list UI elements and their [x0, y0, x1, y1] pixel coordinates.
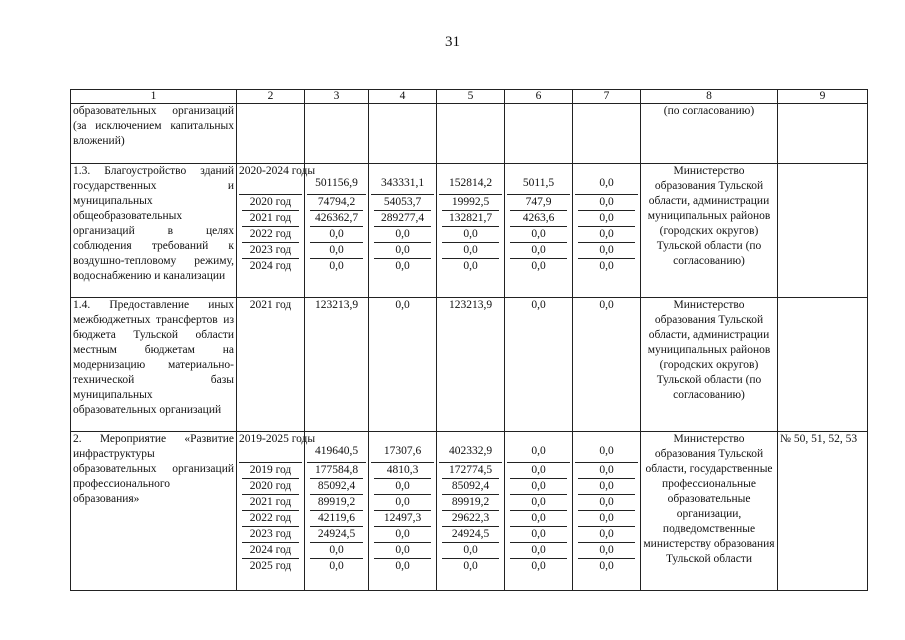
responsible-text: Министерство образования Тульской области, государственные профессиональные образовательные организации, подведомственные министерству образования Тульской области — [643, 433, 775, 565]
regional-cell-value: 0,0 — [442, 227, 499, 243]
other-cell — [573, 432, 641, 591]
header-col-8: 8 — [641, 90, 778, 104]
federal-cell — [369, 104, 437, 164]
regional-cell — [437, 104, 505, 164]
federal-cell-value: 0,0 — [395, 299, 410, 311]
header-col-3: 3 — [305, 90, 369, 104]
federal-cell — [369, 432, 437, 591]
other-cell-value: 0,0 — [599, 560, 614, 572]
page-number: 31 — [445, 34, 460, 50]
row-description — [71, 432, 237, 591]
period-cell — [237, 432, 316, 591]
header-col-7: 7 — [573, 90, 641, 104]
header-col-5: 5 — [437, 90, 505, 104]
regional-cell-value: 24924,5 — [442, 527, 499, 543]
period-cell-value: 2022 год — [242, 511, 299, 527]
responsible-text: Министерство образования Тульской области, администрации муниципальных районов (городских округов) Тульской области (по согласованию) — [647, 299, 771, 401]
other-cell-value: 0,0 — [578, 495, 635, 511]
regional-cell-value: 402332,9 — [439, 432, 502, 463]
regional-cell-value: 19992,5 — [442, 195, 499, 211]
other-cell-value: 0,0 — [575, 432, 638, 463]
total-cell-value: 24924,5 — [310, 527, 363, 543]
local-cell-value: 0,0 — [510, 543, 567, 559]
regional-cell — [437, 164, 505, 298]
responsible-cell — [641, 164, 778, 298]
responsible-cell — [641, 298, 778, 432]
federal-cell-value: 0,0 — [374, 495, 431, 511]
total-cell-value: 0,0 — [329, 560, 344, 572]
regional-cell-value: 0,0 — [463, 560, 478, 572]
period-cell-value: 2024 год — [249, 260, 292, 272]
regional-cell — [437, 298, 505, 432]
other-cell — [573, 164, 641, 298]
table-row — [71, 432, 868, 591]
row-description-text: образовательных организаций (за исключением капитальных вложений) — [73, 105, 234, 147]
other-cell-value: 0,0 — [578, 479, 635, 495]
period-cell — [237, 164, 316, 298]
regional-cell-value: 29622,3 — [442, 511, 499, 527]
local-cell-value: 0,0 — [510, 527, 567, 543]
local-cell-value: 0,0 — [510, 479, 567, 495]
header-col-6: 6 — [505, 90, 573, 104]
local-cell-value: 0,0 — [510, 243, 567, 259]
responsible-text: (по согласованию) — [663, 105, 755, 117]
total-cell-value: 85092,4 — [310, 479, 363, 495]
local-cell-value: 5011,5 — [507, 164, 570, 195]
local-cell-value: 0,0 — [510, 463, 567, 479]
row-description — [71, 164, 237, 298]
total-cell-value: 42119,6 — [310, 511, 363, 527]
period-cell-value: 2020-2024 годы — [239, 164, 302, 195]
regional-cell-value: 172774,5 — [442, 463, 499, 479]
federal-cell-value: 12497,3 — [374, 511, 431, 527]
table-row — [71, 104, 868, 164]
federal-cell-value: 0,0 — [374, 527, 431, 543]
total-cell-value: 177584,8 — [310, 463, 363, 479]
program-table — [70, 89, 868, 591]
total-cell-value: 501156,9 — [307, 164, 366, 195]
local-cell — [505, 298, 573, 432]
row-description — [71, 298, 237, 432]
header-col-2: 2 — [237, 90, 305, 104]
header-col-9: 9 — [778, 90, 868, 104]
regional-cell-value: 123213,9 — [448, 299, 493, 311]
period-cell-value: 2019-2025 годы — [239, 432, 302, 463]
other-cell-value: 0,0 — [578, 511, 635, 527]
period-cell-value: 2021 год — [242, 211, 299, 227]
federal-cell-value: 343331,1 — [371, 164, 434, 195]
indicator-cell — [778, 432, 868, 591]
other-cell-value: 0,0 — [578, 543, 635, 559]
other-cell-value: 0,0 — [578, 527, 635, 543]
federal-cell — [369, 298, 437, 432]
local-cell-value: 747,9 — [510, 195, 567, 211]
other-cell — [573, 298, 641, 432]
total-cell-value: 0,0 — [310, 243, 363, 259]
header-row — [71, 90, 868, 104]
row-description-text: 1.4. Предоставление иных межбюджетных трансфертов из бюджета Тульской области местным бюджетам на модернизацию материально-технической базы муниципальных образовательных организаций — [73, 299, 234, 416]
responsible-cell — [641, 432, 778, 591]
federal-cell-value: 0,0 — [395, 260, 410, 272]
other-cell-value: 0,0 — [578, 195, 635, 211]
local-cell — [505, 432, 573, 591]
local-cell-value: 0,0 — [531, 260, 546, 272]
total-cell-value: 89919,2 — [310, 495, 363, 511]
period-cell-value: 2023 год — [242, 527, 299, 543]
local-cell-value: 0,0 — [510, 511, 567, 527]
row-description-text: 1.3. Благоустройство зданий государственных и муниципальных общеобразовательных организаций в целях соблюдения требований к воздушно-тепловому режиму, водоснабжению и канализации — [73, 165, 234, 282]
regional-cell-value: 132821,7 — [442, 211, 499, 227]
total-cell-value: 0,0 — [310, 227, 363, 243]
local-cell-value: 0,0 — [507, 432, 570, 463]
indicator-cell — [778, 104, 868, 164]
federal-cell-value: 54053,7 — [374, 195, 431, 211]
total-cell — [305, 298, 369, 432]
period-cell — [237, 104, 305, 164]
regional-cell-value: 0,0 — [442, 243, 499, 259]
total-cell-value: 426362,7 — [310, 211, 363, 227]
indicator-text: № 50, 51, 52, 53 — [780, 433, 858, 445]
local-cell-value: 0,0 — [531, 560, 546, 572]
regional-cell — [437, 432, 505, 591]
regional-cell-value: 0,0 — [442, 543, 499, 559]
responsible-text: Министерство образования Тульской области, администрации муниципальных районов (городских округов) Тульской области (по согласованию) — [647, 165, 771, 267]
period-cell-value: 2022 год — [242, 227, 299, 243]
indicator-cell — [778, 164, 868, 298]
indicator-cell — [778, 298, 868, 432]
federal-cell-value: 17307,6 — [371, 432, 434, 463]
period-cell — [237, 298, 305, 432]
period-cell-value: 2020 год — [242, 195, 299, 211]
other-cell-value: 0,0 — [575, 164, 638, 195]
responsible-cell — [641, 104, 778, 164]
total-cell — [305, 164, 369, 298]
total-cell — [305, 104, 369, 164]
table-row — [71, 164, 868, 298]
period-cell-value: 2021 год — [242, 495, 299, 511]
federal-cell-value: 0,0 — [374, 227, 431, 243]
other-cell-value: 0,0 — [578, 227, 635, 243]
other-cell-value: 0,0 — [599, 260, 614, 272]
total-cell-value: 0,0 — [310, 543, 363, 559]
regional-cell-value: 89919,2 — [442, 495, 499, 511]
regional-cell-value: 85092,4 — [442, 479, 499, 495]
local-cell — [505, 164, 573, 298]
other-cell-value: 0,0 — [578, 463, 635, 479]
other-cell — [573, 104, 641, 164]
table-row — [71, 298, 868, 432]
federal-cell-value: 0,0 — [395, 560, 410, 572]
federal-cell-value: 289277,4 — [374, 211, 431, 227]
period-cell-value: 2024 год — [242, 543, 299, 559]
regional-cell-value: 0,0 — [463, 260, 478, 272]
other-cell-value: 0,0 — [578, 211, 635, 227]
regional-cell-value: 152814,2 — [439, 164, 502, 195]
other-cell-value: 0,0 — [578, 243, 635, 259]
row-description-text: 2. Мероприятие «Развитие инфраструктуры образовательных организаций профессионального образования» — [73, 433, 234, 505]
header-col-4: 4 — [369, 90, 437, 104]
row-description — [71, 104, 237, 164]
federal-cell — [369, 164, 437, 298]
total-cell — [305, 432, 369, 591]
total-cell-value: 419640,5 — [307, 432, 366, 463]
table-body — [71, 104, 868, 591]
local-cell-value: 0,0 — [510, 495, 567, 511]
period-cell-value: 2023 год — [242, 243, 299, 259]
local-cell — [505, 104, 573, 164]
period-cell-value: 2019 год — [242, 463, 299, 479]
federal-cell-value: 0,0 — [374, 543, 431, 559]
header-col-1: 1 — [71, 90, 237, 104]
period-cell-value: 2021 год — [249, 299, 292, 311]
local-cell-value: 0,0 — [510, 227, 567, 243]
federal-cell-value: 0,0 — [374, 479, 431, 495]
local-cell-value: 0,0 — [531, 299, 546, 311]
other-cell-value: 0,0 — [599, 299, 614, 311]
period-cell-value: 2025 год — [249, 560, 292, 572]
total-cell-value: 123213,9 — [314, 299, 359, 311]
federal-cell-value: 4810,3 — [374, 463, 431, 479]
federal-cell-value: 0,0 — [374, 243, 431, 259]
local-cell-value: 4263,6 — [510, 211, 567, 227]
total-cell-value: 74794,2 — [310, 195, 363, 211]
period-cell-value: 2020 год — [242, 479, 299, 495]
total-cell-value: 0,0 — [329, 260, 344, 272]
